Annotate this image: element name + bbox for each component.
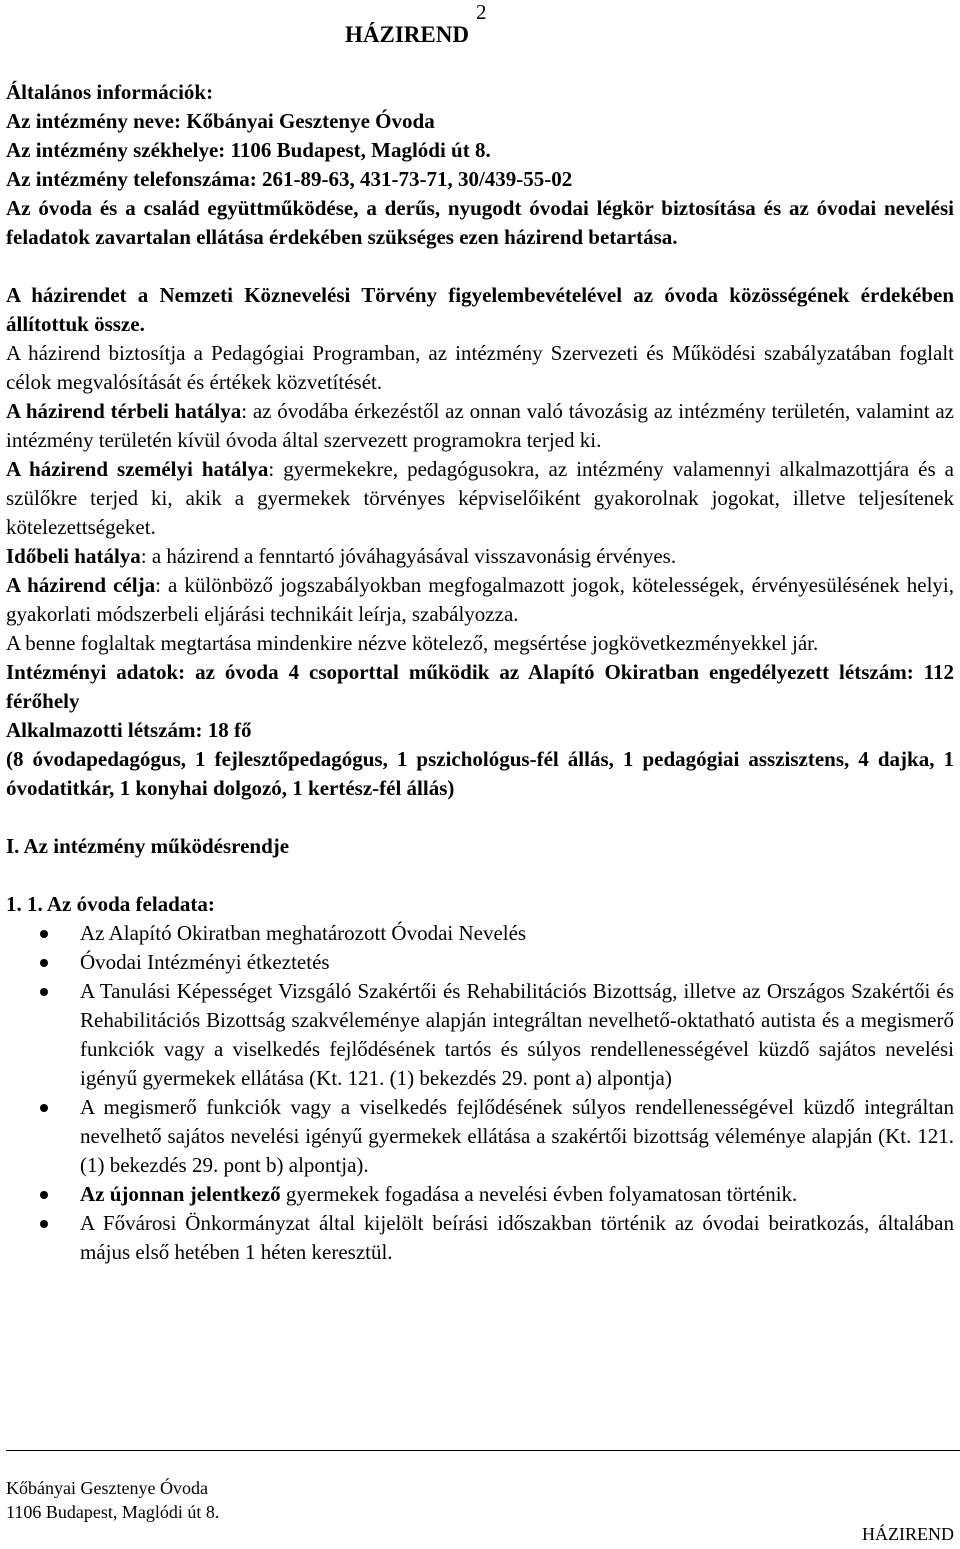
- list-item: A Tanulási Képességet Vizsgáló Szakértői és Rehabilitációs Bizottság, illetve az Országos Szakértői és Rehabilitációs Bizottság szakvéleménye alapján integráltan nevelhető-oktatható autista és a megismerő funkciók vagy a viselkedés fejlődésének tartós és súlyos rendellenességével küzdő sajátos nevelési igényű gyermekek ellátása (Kt. 121. (1) bekezdés 29. pont a) alpontja): [6, 977, 954, 1093]
- page-number: 2: [476, 0, 487, 24]
- list-item: Az Alapító Okiratban meghatározott Óvodai Nevelés: [6, 919, 954, 948]
- purpose-paragraph: Az óvoda és a család együttműködése, a derűs, nyugodt óvodai légkör biztosítása és az óvodai nevelési feladatok zavartalan ellátása érdekében szükséges ezen házirend betartása.: [6, 196, 954, 249]
- footer-divider: [6, 1450, 960, 1451]
- spatial-scope-label: A házirend térbeli hatálya: [6, 399, 242, 423]
- temporal-scope-text: : a házirend a fenntartó jóváhagyásával visszavonásig érvényes.: [140, 544, 677, 568]
- document-body: [6, 78, 954, 1267]
- footer-document-title: HÁZIREND: [862, 1524, 954, 1544]
- spatial-scope-text: : az óvodába érkezéstől az onnan való távozásig az intézmény területén, valamint az intézmény területén kívül óvoda által szervezett programokra terjed ki.: [6, 399, 954, 452]
- list-item: A megismerő funkciók vagy a viselkedés fejlődésének súlyos rendellenességével küzdő integráltan nevelhető sajátos nevelési igényű gyermekek ellátása a szakértői bizottság véleménye alapján (Kt. 121. (1) bekezdés 29. pont b) alpontja).: [6, 1093, 954, 1180]
- tasks-list: [6, 919, 954, 1267]
- personal-scope-label: A házirend személyi hatálya: [6, 457, 269, 481]
- personal-scope-paragraph: [6, 455, 954, 542]
- institution-name-line: Az intézmény neve: Kőbányai Gesztenye Óvoda: [6, 109, 435, 133]
- document-title: HÁZIREND: [345, 22, 469, 47]
- footer-institution-name: Kőbányai Gesztenye Óvoda: [6, 1478, 208, 1498]
- subsection-heading: 1. 1. Az óvoda feladata:: [6, 892, 215, 916]
- section-heading: I. Az intézmény működésrendje: [6, 834, 290, 858]
- staff-count-line: Alkalmazotti létszám: 18 fő: [6, 718, 252, 742]
- institution-data-paragraph: Intézményi adatok: az óvoda 4 csoporttal működik az Alapító Okiratban engedélyezett létszám: 112 férőhely: [6, 660, 954, 713]
- spatial-scope-paragraph: [6, 397, 954, 455]
- new-applicants-label: Az újonnan jelentkező: [80, 1182, 281, 1206]
- law-paragraph: A házirendet a Nemzeti Köznevelési Törvény figyelembevételével az óvoda közösségének érdekében állítottuk össze.: [6, 283, 954, 336]
- institution-seat-line: Az intézmény székhelye: 1106 Budapest, Maglódi út 8.: [6, 138, 491, 162]
- aim-label: A házirend célja: [6, 573, 156, 597]
- new-applicants-text: gyermekek fogadása a nevelési évben folyamatosan történik.: [280, 1182, 798, 1206]
- general-info-heading: Általános információk:: [6, 80, 214, 104]
- list-item: Óvodai Intézményi étkeztetés: [6, 948, 954, 977]
- aim-text: : a különböző jogszabályokban megfogalmazott jogok, kötelességek, érvényesülésének helyi, gyakorlati módszerbeli eljárási technikáit leírja, szabályozza.: [6, 573, 954, 626]
- list-item: [6, 1180, 954, 1209]
- binding-paragraph: A benne foglaltak megtartása mindenkire nézve kötelező, megsértése jogkövetkezményekkel jár.: [6, 631, 819, 655]
- ensures-paragraph: A házirend biztosítja a Pedagógiai Programban, az intézmény Szervezeti és Működési szabályzatában foglalt célok megvalósítását és értékek közvetítését.: [6, 341, 954, 394]
- list-item: A Fővárosi Önkormányzat által kijelölt beírási időszakban történik az óvodai beiratkozás, általában május első hetében 1 héten keresztül.: [6, 1209, 954, 1267]
- temporal-scope-paragraph: [6, 542, 954, 571]
- staff-detail-paragraph: (8 óvodapedagógus, 1 fejlesztőpedagógus, 1 pszichológus-fél állás, 1 pedagógiai asszisztens, 4 dajka, 1 óvodatitkár, 1 konyhai dolgozó, 1 kertész-fél állás): [6, 747, 954, 800]
- aim-paragraph: [6, 571, 954, 629]
- personal-scope-text: : gyermekekre, pedagógusokra, az intézmény valamennyi alkalmazottjára és a szülőkre terjed ki, akik a gyermekek törvényes képviselőiként gyakorolnak jogokat, illetve teljesítenek kötelezettségeket.: [6, 457, 954, 539]
- institution-phone-line: Az intézmény telefonszáma: 261-89-63, 431-73-71, 30/439-55-02: [6, 167, 573, 191]
- footer-address: 1106 Budapest, Maglódi út 8.: [6, 1502, 220, 1522]
- temporal-scope-label: Időbeli hatálya: [6, 544, 141, 568]
